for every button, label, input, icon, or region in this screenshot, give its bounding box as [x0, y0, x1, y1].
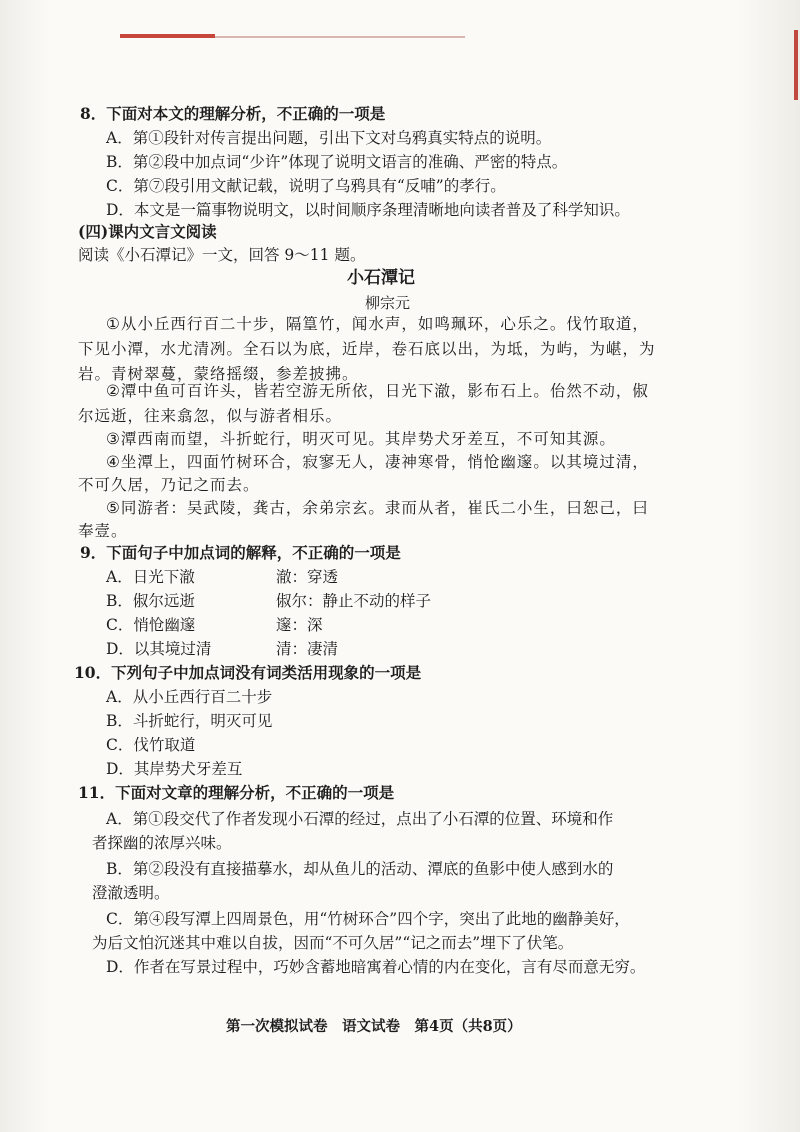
q8-option-a[interactable]: A．第①段针对传言提出问题，引出下文对乌鸦真实特点的说明。 — [106, 129, 552, 147]
q10-option-c[interactable]: C．伐竹取道 — [106, 736, 196, 754]
page-footer: 第一次模拟试卷 语文试卷 第4页（共8页） — [226, 1018, 522, 1035]
q11-stem: 11．下面对文章的理解分析，不正确的一项是 — [78, 783, 395, 802]
q9-option-a-label: A．日光下澈 — [106, 568, 195, 586]
top-red-stripe — [120, 34, 215, 38]
passage-p4-line1: ④坐潭上，四面竹树环合，寂寥无人，凄神寒骨，悄怆幽邃。以其境过清， — [106, 453, 649, 471]
q9-option-b-label: B．俶尔远逝 — [106, 592, 195, 610]
q9-option-b[interactable] — [106, 590, 431, 612]
q10-option-a[interactable]: A．从小丘西行百二十步 — [106, 688, 273, 706]
section-instruction: 阅读《小石潭记》一文，回答 9～11 题。 — [78, 246, 366, 264]
q11-option-a-line1[interactable]: A．第①段交代了作者发现小石潭的经过，点出了小石潭的位置、环境和作 — [106, 810, 614, 828]
passage-p1-line1: ①从小丘西行百二十步，隔篁竹，闻水声，如鸣珮环，心乐之。伐竹取道， — [106, 315, 649, 333]
top-faint-stripe — [215, 36, 465, 38]
q10-option-d[interactable]: D．其岸势犬牙差互 — [106, 760, 243, 778]
q9-option-c-label: C．悄怆幽邃 — [106, 616, 196, 634]
q10-option-b[interactable]: B．斗折蛇行，明灭可见 — [106, 712, 273, 730]
q10-stem: 10．下列句子中加点词没有词类活用现象的一项是 — [74, 663, 422, 682]
q9-stem: 9．下面句子中加点词的解释，不正确的一项是 — [80, 543, 401, 562]
q8-option-b[interactable]: B．第②段中加点词“少许”体现了说明文语言的准确、严密的特点。 — [106, 153, 568, 171]
q9-option-d-gloss: 清：凄清 — [276, 640, 339, 658]
q8-option-c[interactable]: C．第⑦段引用文献记载，说明了乌鸦具有“反哺”的孝行。 — [106, 177, 506, 195]
q9-option-a[interactable] — [106, 566, 338, 588]
passage-p4-line2: 不可久居，乃记之而去。 — [78, 476, 260, 494]
q11-option-b-line1[interactable]: B．第②段没有直接描摹水，却从鱼儿的活动、潭底的鱼影中使人感到水的 — [106, 860, 614, 878]
passage-p1-line2: 下见小潭，水尤清冽。全石以为底，近岸，卷石底以出，为坻，为屿，为嵁，为 — [78, 340, 656, 358]
passage-p3-line1: ③潭西南而望，斗折蛇行，明灭可见。其岸势犬牙差互，不可知其源。 — [106, 430, 616, 448]
q9-option-c-gloss: 邃：深 — [276, 616, 323, 634]
passage-p2-line1: ②潭中鱼可百许头，皆若空游无所依，日光下澈，影布石上。佁然不动，俶 — [106, 382, 649, 400]
q9-option-a-gloss: 澈：穿透 — [276, 568, 339, 586]
q8-stem: 8．下面对本文的理解分析，不正确的一项是 — [80, 104, 386, 123]
section-heading: (四)课内文言文阅读 — [78, 222, 217, 241]
q9-option-d[interactable] — [106, 638, 338, 660]
q11-option-c-line2[interactable]: 为后文怕沉迷其中难以自拔，因而“不可久居”“记之而去”埋下了伏笔。 — [92, 934, 574, 952]
q9-option-b-gloss: 俶尔：静止不动的样子 — [276, 592, 432, 610]
passage-p1-line3: 岩。青树翠蔓，蒙络摇缀，参差披拂。 — [78, 365, 359, 383]
passage-author: 柳宗元 — [365, 294, 411, 312]
passage-p5-line2: 奉壹。 — [78, 522, 128, 540]
q11-option-a-line2[interactable]: 者探幽的浓厚兴味。 — [92, 834, 232, 852]
passage-p5-line1: ⑤同游者：吴武陵，龚古，余弟宗玄。隶而从者，崔氏二小生，曰恕己，曰 — [106, 499, 649, 517]
edge-red-mark — [794, 30, 798, 100]
q9-option-d-label: D．以其境过清 — [106, 640, 212, 658]
q11-option-c-line1[interactable]: C．第④段写潭上四周景色，用“竹树环合”四个字，突出了此地的幽静美好， — [106, 910, 630, 928]
q9-option-c[interactable] — [106, 614, 323, 636]
q11-option-d[interactable]: D．作者在写景过程中，巧妙含蓄地暗寓着心情的内在变化，言有尽而意无穷。 — [106, 958, 646, 976]
passage-p2-line2: 尔远逝，往来翕忽，似与游者相乐。 — [78, 407, 343, 425]
passage-title: 小石潭记 — [347, 268, 415, 288]
q8-option-d[interactable]: D．本文是一篇事物说明文，以时间顺序条理清晰地向读者普及了科学知识。 — [106, 201, 630, 219]
q11-option-b-line2[interactable]: 澄澈透明。 — [92, 884, 170, 902]
